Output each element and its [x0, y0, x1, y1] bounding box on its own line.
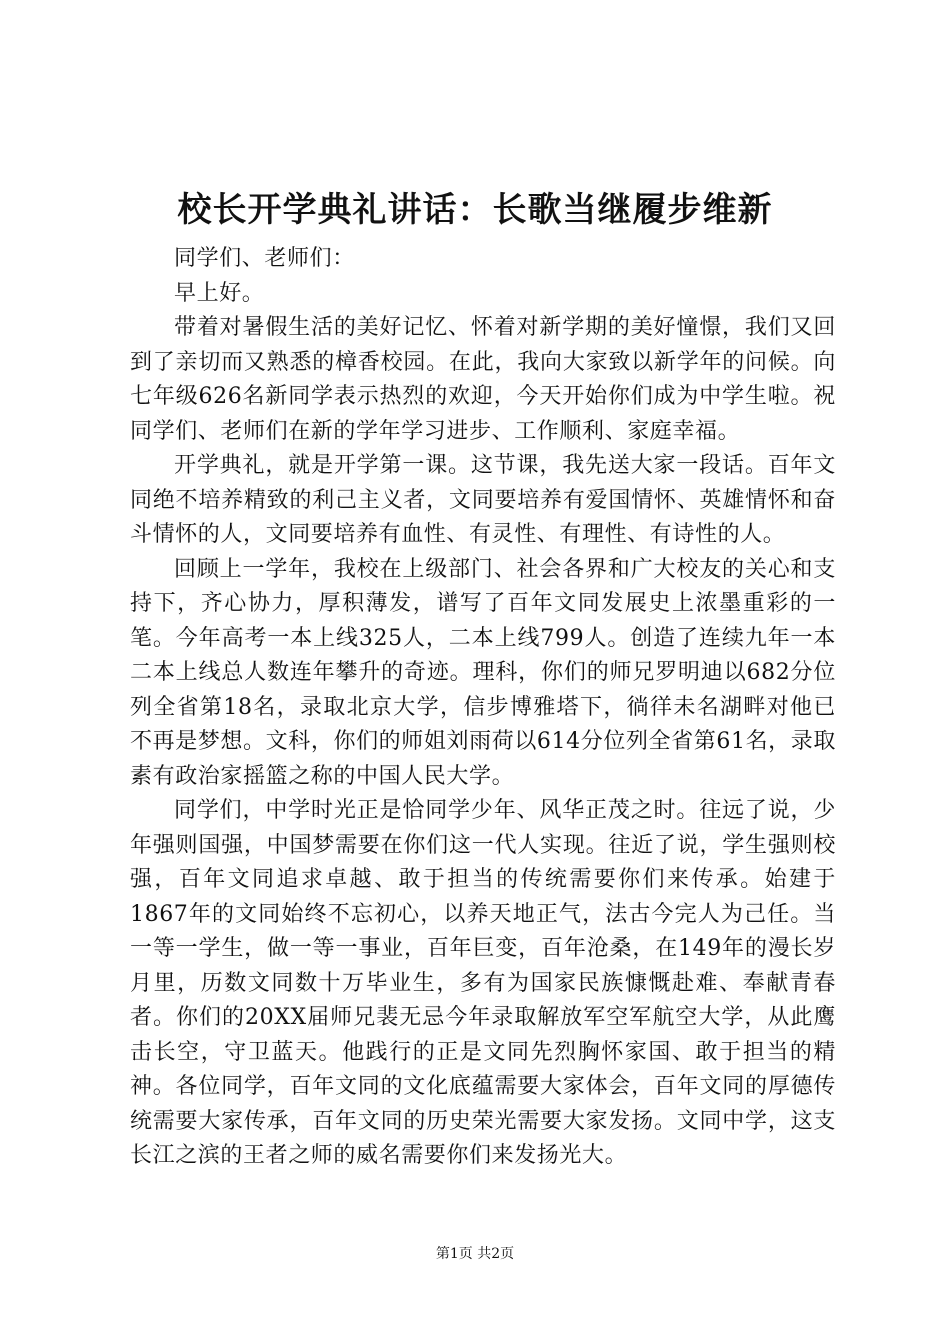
paragraph: 同学们，中学时光正是恰同学少年、风华正茂之时。往远了说，少年强则国强，中国梦需要在你们这一代人实现。往近了说，学生强则校强，百年文同追求卓越、敢于担当的传统需要你们来传承。始建于1867年的文同始终不忘初心，以养天地正气，法古今完人为己任。当一等一学生，做一等一事业，百年巨变，百年沧桑，在149年的漫长岁月里，历数文同数十万毕业生，多有为国家民族慷慨赴难、奉献青春者。你们的20XX届师兄裴无忌今年录取解放军空军航空大学，从此鹰击长空，守卫蓝天。他践行的正是文同先烈胸怀家国、敢于担当的精神。各位同学，百年文同的文化底蕴需要大家体会，百年文同的厚德传统需要大家传承，百年文同的历史荣光需要大家发扬。文同中学，这支长江之滨的王者之师的威名需要你们来发扬光大。	[130, 798, 836, 1168]
document-title: 校长开学典礼讲话：长歌当继履步维新	[177, 190, 773, 230]
paragraph: 回顾上一学年，我校在上级部门、社会各界和广大校友的关心和支持下，齐心协力，厚积薄发，谱写了百年文同发展史上浓墨重彩的一笔。今年高考一本上线325人，二本上线799人。创造了连续九年一本二本上线总人数连年攀升的奇迹。理科，你们的师兄罗明迪以682分位列全省第18名，录取北京大学，信步博雅塔下，徜徉未名湖畔对他已不再是梦想。文科，你们的师姐刘雨荷以614分位列全省第61名，录取素有政治家摇篮之称的中国人民大学。	[130, 556, 836, 789]
paragraph: 带着对暑假生活的美好记忆、怀着对新学期的美好憧憬，我们又回到了亲切而又熟悉的樟香校园。在此，我向大家致以新学年的问候。向七年级626名新同学表示热烈的欢迎，今天开始你们成为中学生啦。祝同学们、老师们在新的学年学习进步、工作顺利、家庭幸福。	[130, 315, 836, 444]
greeting: 早上好。	[174, 280, 265, 306]
salutation: 同学们、老师们：	[174, 246, 355, 271]
document-body	[130, 242, 836, 1174]
page-number-footer: 第1页 共2页	[435, 1246, 515, 1262]
paragraph: 开学典礼，就是开学第一课。这节课，我先送大家一段话。百年文同绝不培养精致的利己主义者，文同要培养有爱国情怀、英雄情怀和奋斗情怀的人，文同要培养有血性、有灵性、有理性、有诗性的人。	[130, 453, 836, 547]
